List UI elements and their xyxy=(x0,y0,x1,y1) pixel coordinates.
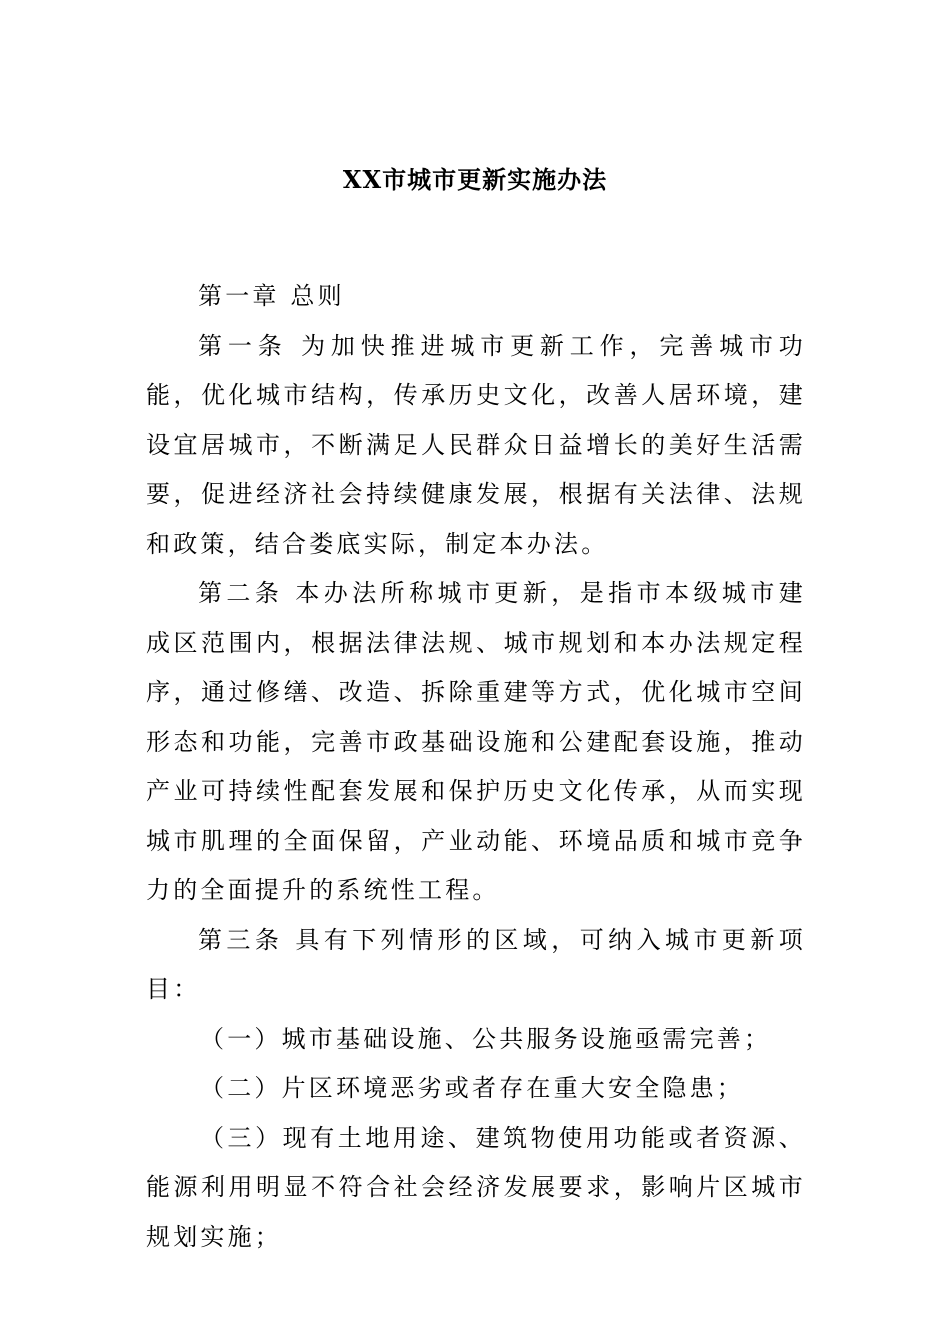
article-paragraph: 第一条 为加快推进城市更新工作，完善城市功能，优化城市结构，传承历史文化，改善人居环境，建设宜居城市，不断满足人民群众日益增长的美好生活需要，促进经济社会持续健康发展，根据有关法律、法规和政策，结合娄底实际，制定本办法。 xyxy=(146,331,806,558)
document-title: XX市城市更新实施办法 xyxy=(342,165,608,194)
list-item: （三）现有土地用途、建筑物使用功能或者资源、能源利用明显不符合社会经济发展要求，影响片区城市规划实施； xyxy=(146,1123,806,1251)
list-item: （一）城市基础设施、公共服务设施亟需完善； xyxy=(200,1024,772,1053)
chapter-heading: 第一章 总则 xyxy=(198,282,345,310)
document-body xyxy=(146,272,806,1262)
article-paragraph: 第三条 具有下列情形的区域，可纳入城市更新项目： xyxy=(146,925,806,1003)
list-item: （二）片区环境恶劣或者存在重大安全隐患； xyxy=(200,1074,744,1102)
article-paragraph: 第二条 本办法所称城市更新，是指市本级城市建成区范围内，根据法律法规、城市规划和本办法规定程序，通过修缮、改造、拆除重建等方式，优化城市空间形态和功能，完善市政基础设施和公建配套设施，推动产业可持续性配套发展和保护历史文化传承，从而实现城市肌理的全面保留，产业动能、环境品质和城市竞争力的全面提升的系统性工程。 xyxy=(146,579,806,904)
